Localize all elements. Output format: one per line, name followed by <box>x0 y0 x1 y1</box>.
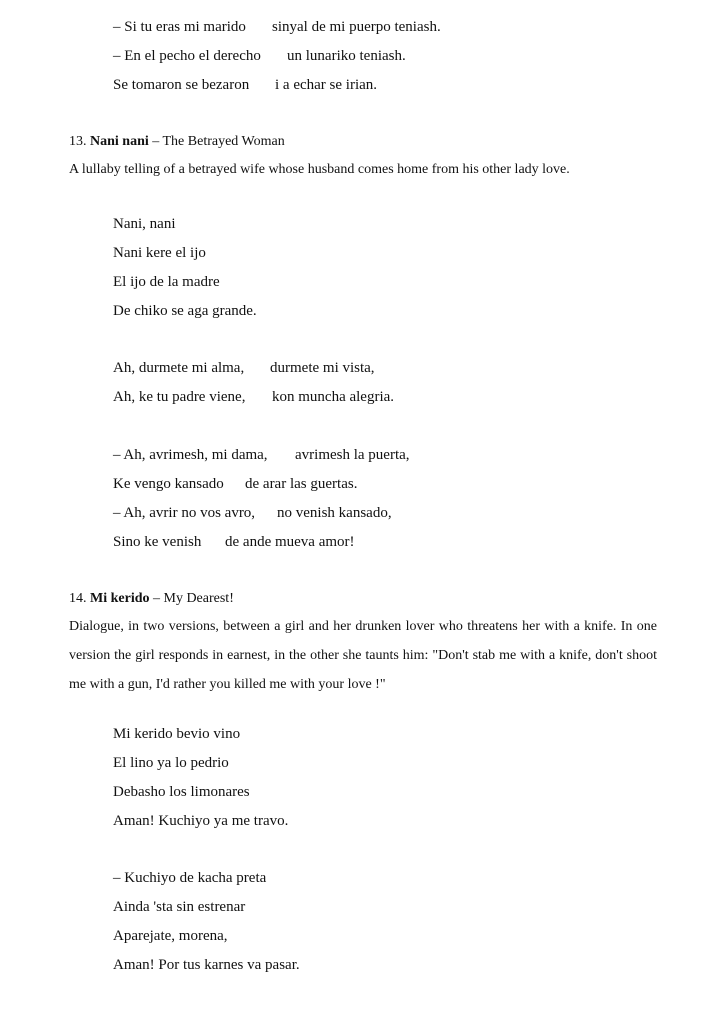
song-number: 14. <box>69 591 87 606</box>
verse-line-second-half: de arar las guertas. <box>245 476 358 492</box>
song-title: Mi kerido <box>90 591 150 606</box>
verse-line-second-half: kon muncha alegria. <box>272 389 395 405</box>
verse-line <box>113 17 441 37</box>
verse-line-second-half: i a echar se irian. <box>275 77 378 93</box>
song-14-description: Dialogue, in two versions, between a girl and her drunken lover who threatens her with a knife. In one version the girl responds in earnest, in the other she taunts him: "Don't stab me with a knife, don't shoot me with a gun, I'd rather you killed me with your love !" <box>69 619 657 692</box>
verse-line <box>113 387 395 407</box>
verse-line-first-half: – En el pecho el derecho <box>113 48 261 64</box>
song-14-heading <box>69 589 234 609</box>
verse-line: De chiko se aga grande. <box>113 303 257 319</box>
verse-line <box>113 46 406 66</box>
verse-line: El lino ya lo pedrio <box>113 755 229 771</box>
verse-line-first-half: Ah, ke tu padre viene, <box>113 389 246 405</box>
verse-line <box>113 474 358 494</box>
verse-line: Debasho los limonares <box>113 784 250 800</box>
verse-line: – Kuchiyo de kacha preta <box>113 870 267 886</box>
verse-line <box>113 532 355 552</box>
verse-line: Nani kere el ijo <box>113 245 206 261</box>
verse-line-first-half: – Ah, avrir no vos avro, <box>113 505 256 521</box>
verse-line-second-half: de ande mueva amor! <box>225 534 355 550</box>
verse-line <box>113 445 410 465</box>
song-title: Nani nani <box>90 134 149 149</box>
verse-line-second-half: avrimesh la puerta, <box>295 447 410 463</box>
song-13-description: A lullaby telling of a betrayed wife whose husband comes home from his other lady love. <box>69 162 570 177</box>
verse-line <box>113 75 378 95</box>
verse-line: Nani, nani <box>113 216 176 232</box>
verse-line: Ainda 'sta sin estrenar <box>113 899 246 915</box>
song-subtitle: – The Betrayed Woman <box>148 134 285 149</box>
song-number: 13. <box>69 134 87 149</box>
verse-line-first-half: Sino ke venish <box>113 534 202 550</box>
song-13-heading <box>69 132 285 152</box>
verse-line: Aman! Kuchiyo ya me travo. <box>113 813 289 829</box>
verse-line: Mi kerido bevio vino <box>113 726 241 742</box>
verse-line-first-half: Se tomaron se bezaron <box>113 77 250 93</box>
verse-line: Aparejate, morena, <box>113 928 228 944</box>
verse-line-second-half: no venish kansado, <box>277 505 392 521</box>
verse-line-second-half: sinyal de mi puerpo teniash. <box>272 19 441 35</box>
verse-line-first-half: Ke vengo kansado <box>113 476 224 492</box>
verse-line-second-half: durmete mi vista, <box>270 360 375 376</box>
verse-line: Aman! Por tus karnes va pasar. <box>113 957 300 973</box>
verse-line-first-half: Ah, durmete mi alma, <box>113 360 245 376</box>
verse-line: El ijo de la madre <box>113 274 220 290</box>
verse-line-first-half: – Ah, avrimesh, mi dama, <box>113 447 268 463</box>
verse-line <box>113 503 392 523</box>
verse-line-second-half: un lunariko teniash. <box>287 48 406 64</box>
verse-line <box>113 358 375 378</box>
song-subtitle: – My Dearest! <box>149 591 234 606</box>
verse-line-first-half: – Si tu eras mi marido <box>113 19 246 35</box>
